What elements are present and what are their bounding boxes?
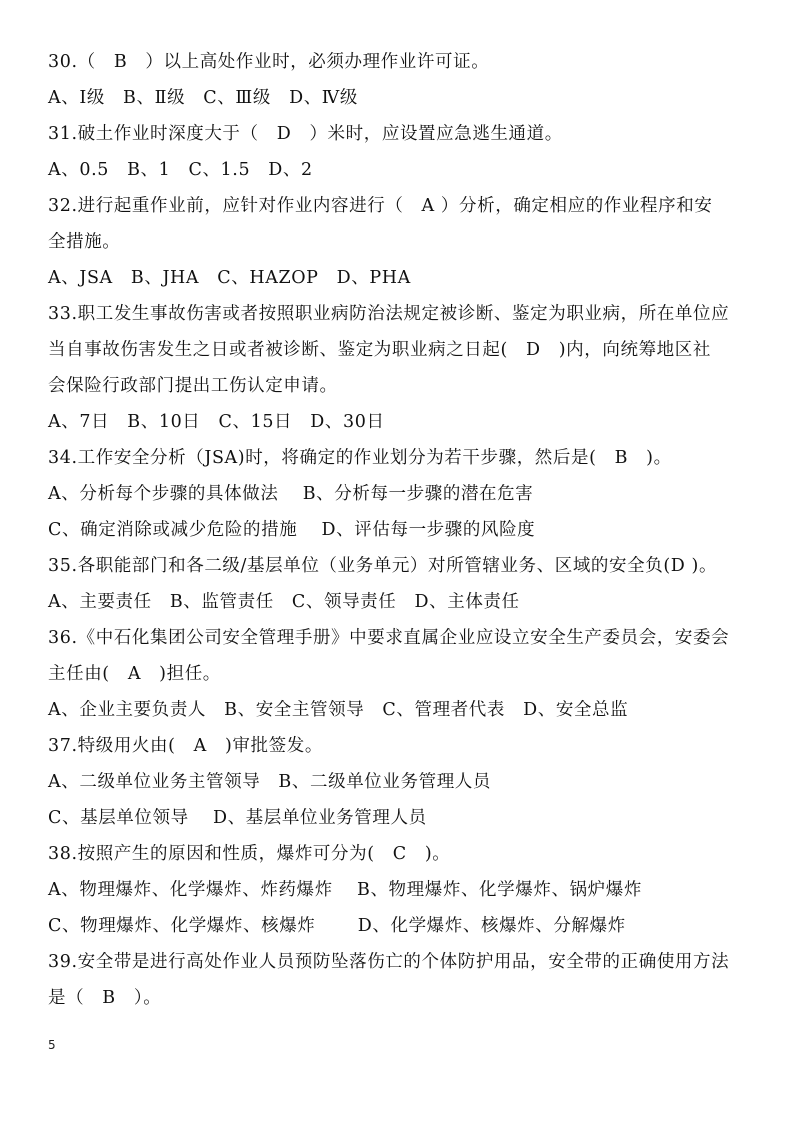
question-34-text: 34.工作安全分析（JSA)时，将确定的作业划分为若干步骤，然后是( B )。 [48, 448, 672, 468]
question-37-options-line-2: C、基层单位领导 D、基层单位业务管理人员 [48, 808, 427, 828]
question-32-text-line-1: 32.进行起重作业前，应针对作业内容进行（ A ）分析，确定相应的作业程序和安 [48, 196, 713, 216]
question-30-text: 30.（ B ）以上高处作业时，必须办理作业许可证。 [48, 52, 490, 72]
question-35-options: A、主要责任 B、监管责任 C、领导责任 D、主体责任 [48, 592, 520, 612]
question-36-text-line-1: 36.《中石化集团公司安全管理手册》中要求直属企业应设立安全生产委员会，安委会 [48, 628, 730, 648]
question-33-text-line-1: 33.职工发生事故伤害或者按照职业病防治法规定被诊断、鉴定为职业病，所在单位应 [48, 304, 730, 324]
page-number: 5 [48, 1038, 56, 1052]
question-38-text: 38.按照产生的原因和性质，爆炸可分为( C )。 [48, 844, 451, 864]
question-39-text-line-2: 是（ B ）。 [48, 988, 162, 1008]
question-36-options: A、企业主要负责人 B、安全主管领导 C、管理者代表 D、安全总监 [48, 700, 629, 720]
question-32-text-line-2: 全措施。 [48, 232, 121, 252]
question-31-options: A、0.5 B、1 C、1.5 D、2 [48, 160, 313, 180]
question-39-text-line-1: 39.安全带是进行高处作业人员预防坠落伤亡的个体防护用品，安全带的正确使用方法 [48, 952, 730, 972]
question-35-text: 35.各职能部门和各二级/基层单位（业务单元）对所管辖业务、区域的安全负(D )。 [48, 556, 718, 576]
question-34-options-line-2: C、确定消除或减少危险的措施 D、评估每一步骤的风险度 [48, 520, 536, 540]
question-37-options-line-1: A、二级单位业务主管领导 B、二级单位业务管理人员 [48, 772, 491, 792]
question-34-options-line-1: A、分析每个步骤的具体做法 B、分析每一步骤的潜在危害 [48, 484, 534, 504]
question-30-options: A、Ⅰ级 B、Ⅱ级 C、Ⅲ级 D、Ⅳ级 [48, 88, 358, 108]
question-33-options: A、7日 B、10日 C、15日 D、30日 [48, 412, 385, 432]
question-33-text-line-3: 会保险行政部门提出工伤认定申请。 [48, 376, 338, 396]
question-38-options-line-2: C、物理爆炸、化学爆炸、核爆炸 D、化学爆炸、核爆炸、分解爆炸 [48, 916, 626, 936]
document-body [48, 44, 748, 1016]
question-32-options: A、JSA B、JHA C、HAZOP D、PHA [48, 268, 411, 288]
question-38-options-line-1: A、物理爆炸、化学爆炸、炸药爆炸 B、物理爆炸、化学爆炸、锅炉爆炸 [48, 880, 642, 900]
question-31-text: 31.破土作业时深度大于（ D ）米时，应设置应急逃生通道。 [48, 124, 563, 144]
question-37-text: 37.特级用火由( A )审批签发。 [48, 736, 323, 756]
question-36-text-line-2: 主任由( A )担任。 [48, 664, 221, 684]
question-33-text-line-2: 当自事故伤害发生之日或者被诊断、鉴定为职业病之日起( D )内，向统筹地区社 [48, 340, 711, 360]
